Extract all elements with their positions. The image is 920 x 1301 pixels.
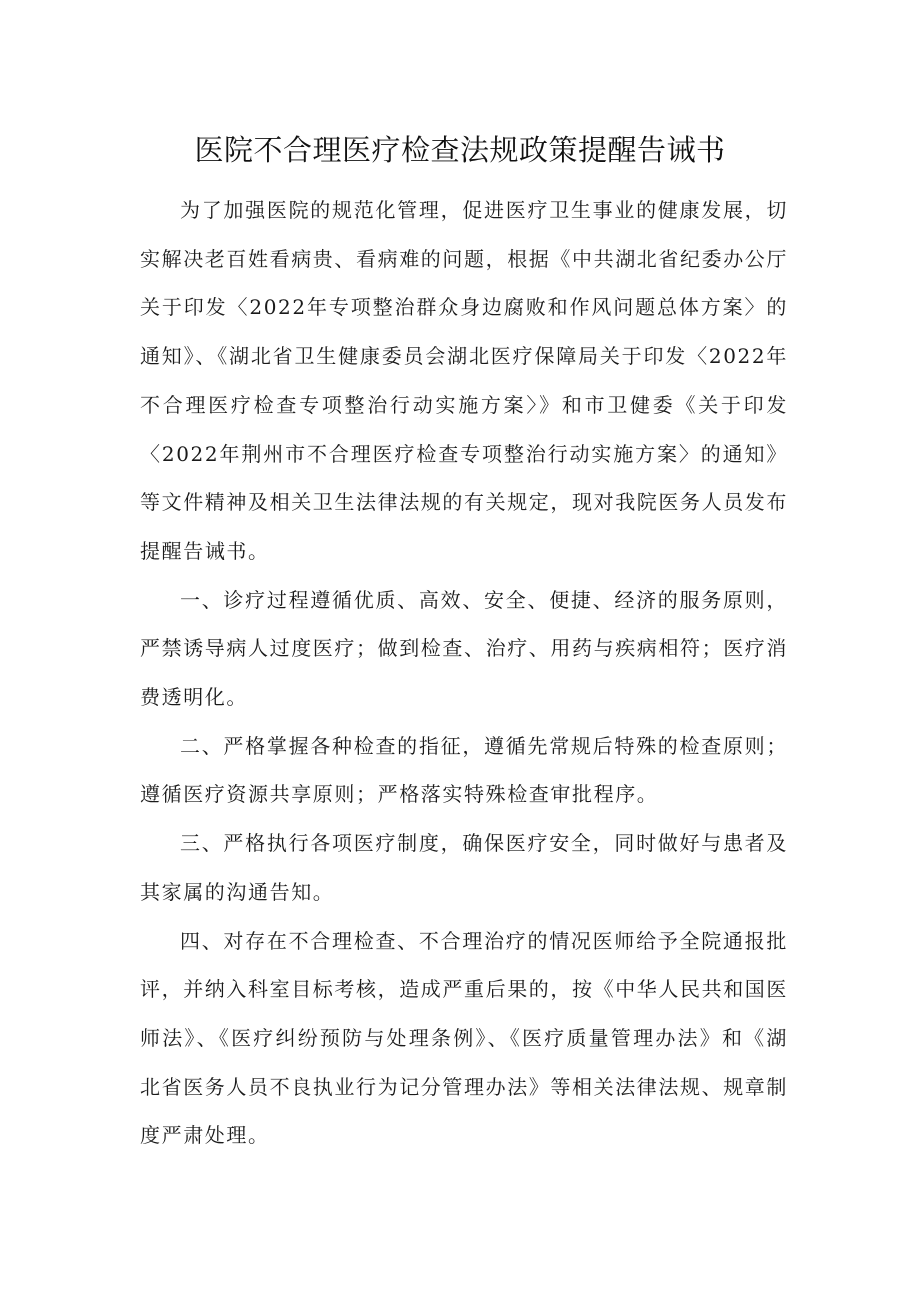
paragraph-item-3: 三、严格执行各项医疗制度，确保医疗安全，同时做好与患者及其家属的沟通告知。 [140, 831, 788, 904]
document-body [140, 186, 788, 1160]
paragraph-item-1: 一、诊疗过程遵循优质、高效、安全、便捷、经济的服务原则，严禁诱导病人过度医疗；做到检查、治疗、用药与疾病相符；医疗消费透明化。 [140, 587, 788, 710]
paragraph-intro: 为了加强医院的规范化管理，促进医疗卫生事业的健康发展，切实解决老百姓看病贵、看病难的问题，根据《中共湖北省纪委办公厅关于印发〈2022年专项整治群众身边腐败和作风问题总体方案〉的通知》、《湖北省卫生健康委员会湖北医疗保障局关于印发〈2022年不合理医疗检查专项整治行动实施方案〉》和市卫健委《关于印发〈2022年荆州市不合理医疗检查专项整治行动实施方案〉的通知》等文件精神及相关卫生法律法规的有关规定，现对我院医务人员发布提醒告诫书。 [140, 198, 788, 563]
paragraph-item-2: 二、严格掌握各种检查的指征，遵循先常规后特殊的检查原则；遵循医疗资源共享原则；严格落实特殊检查审批程序。 [140, 733, 788, 807]
paragraph-item-4: 四、对存在不合理检查、不合理治疗的情况医师给予全院通报批评，并纳入科室目标考核，造成严重后果的，按《中华人民共和国医师法》、《医疗纠纷预防与处理条例》、《医疗质量管理办法》和《湖北省医务人员不良执业行为记分管理办法》等相关法律法规、规章制度严肃处理。 [140, 928, 788, 1148]
document-title: 医院不合理医疗检查法规政策提醒告诫书 [194, 133, 726, 167]
